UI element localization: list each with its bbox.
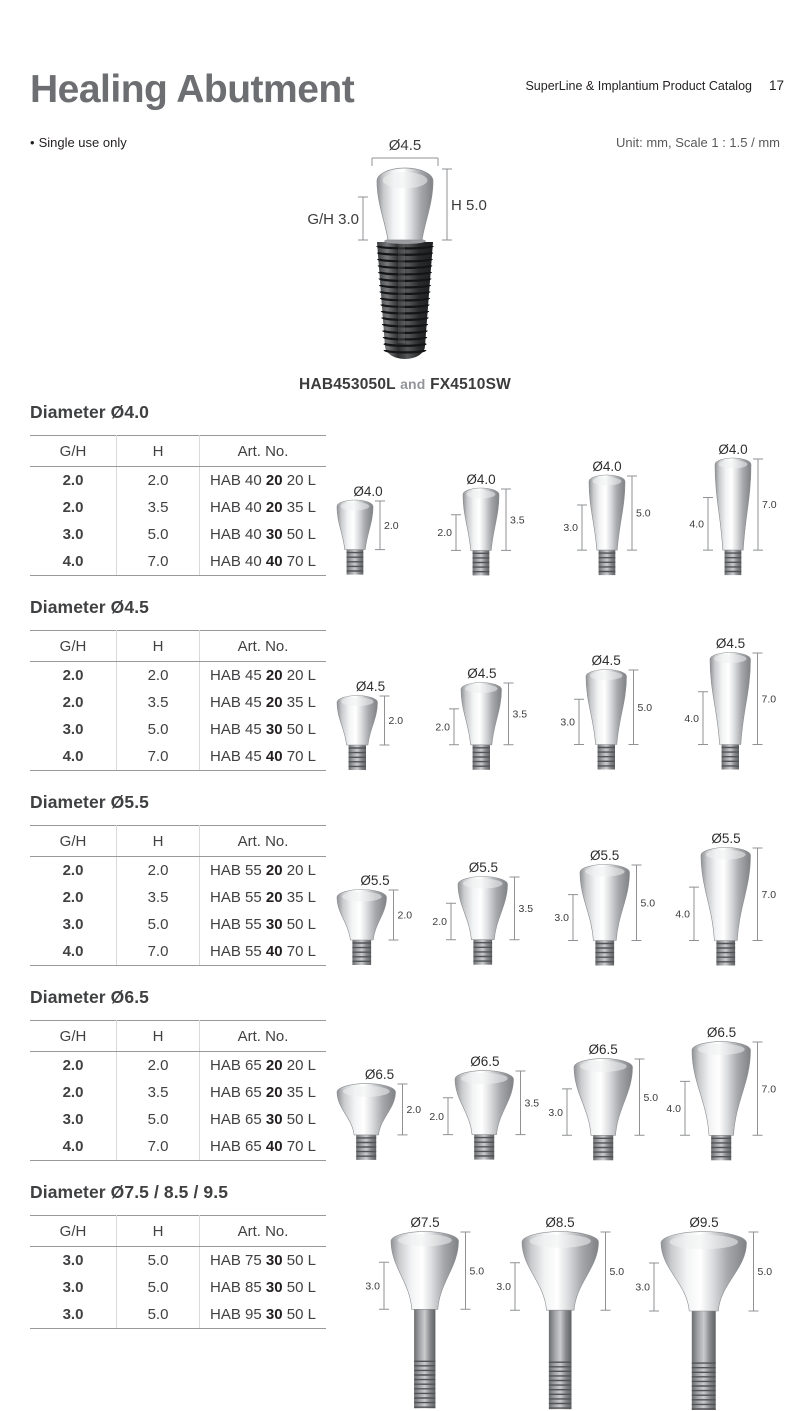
svg-text:7.0: 7.0 [762,499,777,512]
svg-text:4.0: 4.0 [689,518,704,531]
svg-text:5.0: 5.0 [636,507,651,520]
spec-table [30,1215,326,1329]
abutment-diameter-label: Ø4.0 [466,472,496,487]
gh-cell: 2.0 [30,884,117,911]
section-heading: Diameter Ø4.5 [30,597,149,617]
abutment-figure [550,653,663,771]
abutment-diameter-label: Ø5.5 [711,831,741,846]
abutment-figure [327,484,409,576]
abutment-figure [427,472,535,576]
table-column-header: H [117,1216,200,1247]
abutment-diameter-label: Ø4.5 [715,636,746,651]
abutment-figure [355,1215,495,1409]
section-body [30,435,780,576]
gh-cell: 2.0 [30,857,117,885]
art-no-cell: HAB 55 20 35 L [210,889,316,906]
abutment-diameter-label: Ø7.5 [410,1215,440,1230]
table-column-header: G/H [30,1216,117,1247]
gh-cell: 2.0 [30,662,117,690]
svg-text:2.0: 2.0 [432,916,448,929]
abutment-diameter-label: Ø5.5 [590,848,620,863]
gh-cell: 2.0 [30,1052,117,1080]
table-row [30,1247,326,1275]
h-cell: 2.0 [117,1052,200,1080]
abutment-figure [679,442,787,576]
spec-table [30,1020,326,1161]
table-row [30,1274,326,1301]
table-row [30,1133,326,1161]
section-heading: Diameter Ø4.0 [30,402,149,422]
abutment-figure [538,1042,669,1161]
abutment-figure [665,831,787,966]
art-no-cell: HAB 40 30 50 L [210,526,316,543]
table-row [30,911,326,938]
abutment-diameter-label: Ø4.0 [592,459,622,474]
art-no-cell: HAB 65 20 20 L [210,1057,316,1074]
hero-caption [299,376,511,394]
table-column-header: G/H [30,826,117,857]
h-cell: 3.5 [117,494,200,521]
section-body [30,825,780,966]
abutment-diameter-label: Ø6.5 [470,1054,500,1069]
svg-text:7.0: 7.0 [761,888,777,901]
gh-cell: 3.0 [30,911,117,938]
abutment-drawing [327,1083,432,1161]
gh-cell: 3.0 [30,1106,117,1133]
abutment-diameter-label: Ø6.5 [588,1042,618,1057]
h-cell: 7.0 [117,548,200,576]
svg-text:2.0: 2.0 [388,715,404,728]
abutment-figure [625,1215,783,1411]
svg-text:7.0: 7.0 [761,693,777,706]
table-row [30,494,326,521]
product-section [30,402,780,576]
table-column-header: H [117,631,200,662]
table-column-header: H [117,826,200,857]
page-number: 17 [768,78,784,93]
svg-text:2.0: 2.0 [437,527,452,540]
abutment-diameter-label: Ø4.0 [718,442,748,457]
svg-text:5.0: 5.0 [757,1266,773,1279]
art-no-cell: HAB 85 30 50 L [210,1279,316,1296]
section-body [30,630,780,771]
gh-cell: 3.0 [30,1301,117,1329]
section-heading: Diameter Ø5.5 [30,792,149,812]
h-cell: 5.0 [117,1274,200,1301]
sections-container [30,402,780,1411]
gh-cell: 4.0 [30,743,117,771]
art-no-cell: HAB 95 30 50 L [200,1301,327,1329]
abutment-figure [327,679,414,771]
gh-cell: 3.0 [30,1247,117,1275]
abutment-diameter-label: Ø4.0 [353,484,383,499]
h-cell: 7.0 [117,938,200,966]
abutment-drawing [327,695,414,771]
product-section [30,792,780,966]
hero-implant-svg [255,136,555,368]
abutment-drawing [419,1070,550,1161]
abutment-drawing [625,1231,783,1411]
table-column-header: Art. No. [200,436,327,467]
section-body [30,1215,780,1411]
h-cell: 2.0 [117,662,200,690]
art-no-cell: HAB 45 20 35 L [210,694,316,711]
table-row [30,1301,326,1329]
table-column-header: H [117,436,200,467]
h-cell: 2.0 [117,857,200,885]
svg-text:3.0: 3.0 [495,1281,511,1294]
h-cell: 7.0 [117,743,200,771]
svg-text:3.5: 3.5 [512,708,528,721]
svg-text:5.0: 5.0 [469,1265,485,1278]
table-column-header: G/H [30,631,117,662]
hero-caption-and: and [400,376,426,392]
abutment-figure [544,848,666,966]
gh-cell: 4.0 [30,938,117,966]
svg-text:2.0: 2.0 [429,1110,445,1123]
art-no-cell: HAB 55 20 20 L [210,862,316,879]
table-row [30,467,326,495]
gh-cell: 3.0 [30,521,117,548]
svg-text:3.5: 3.5 [518,903,534,915]
art-no-cell: HAB 40 20 35 L [210,499,316,516]
svg-text:5.0: 5.0 [609,1265,624,1278]
table-row [30,716,326,743]
abutment-diameter-label: Ø5.5 [468,860,498,875]
art-no-cell: HAB 45 40 70 L [200,743,327,771]
table-row [30,743,326,771]
single-use-note: • Single use only [30,135,127,150]
table-row [30,1052,326,1080]
art-no-cell: HAB 40 40 70 L [200,548,327,576]
catalog-title: SuperLine & Implantium Product Catalog [525,79,752,93]
art-no-cell: HAB 65 20 35 L [210,1084,316,1101]
art-no-cell: HAB 40 20 20 L [210,472,316,489]
art-no-cell: HAB 65 40 70 L [200,1133,327,1161]
svg-text:3.0: 3.0 [563,522,578,535]
page-title: Healing Abutment [30,68,355,111]
abutment-figure [327,1067,432,1161]
svg-text:3.5: 3.5 [510,514,525,527]
table-row [30,548,326,576]
h-cell: 3.5 [117,689,200,716]
table-column-header: Art. No. [200,1021,327,1052]
h-cell: 2.0 [117,467,200,495]
section-illustrations [326,825,780,966]
svg-text:2.0: 2.0 [384,520,399,532]
h-cell: 3.5 [117,1079,200,1106]
section-body [30,1020,780,1161]
svg-text:2.0: 2.0 [397,909,413,922]
abutment-figure [656,1025,787,1161]
table-row [30,884,326,911]
product-section [30,1182,780,1411]
gh-cell: 2.0 [30,689,117,716]
section-illustrations [326,1215,780,1411]
table-row [30,1079,326,1106]
table-column-header: G/H [30,436,117,467]
abutment-diameter-label: Ø4.5 [591,653,621,668]
gh-cell: 3.0 [30,1274,117,1301]
abutment-diameter-label: Ø4.5 [467,666,497,681]
hero-implant-illustration [255,136,555,373]
abutment-figure [327,873,423,966]
h-cell: 5.0 [117,521,200,548]
svg-text:3.0: 3.0 [365,1280,380,1293]
abutment-diameter-label: Ø4.5 [355,679,386,694]
svg-text:4.0: 4.0 [684,712,699,725]
abutment-drawing [425,682,538,771]
abutment-figure [553,459,661,576]
h-cell: 5.0 [117,1301,200,1329]
svg-text:3.0: 3.0 [554,912,569,925]
page-header [525,78,784,93]
abutment-diameter-label: Ø6.5 [364,1067,395,1082]
h-cell: 5.0 [117,911,200,938]
art-no-cell: HAB 55 40 70 L [200,938,327,966]
abutment-drawing [656,1041,787,1161]
svg-text:5.0: 5.0 [643,1091,658,1104]
svg-text:4.0: 4.0 [675,908,690,921]
table-column-header: H [117,1021,200,1052]
abutment-drawing [327,889,423,966]
h-cell: 5.0 [117,1247,200,1275]
h-cell: 5.0 [117,716,200,743]
svg-text:3.5: 3.5 [524,1097,540,1110]
svg-text:3.0: 3.0 [548,1106,563,1119]
catalog-page [0,70,800,1324]
abutment-drawing [679,458,787,576]
gh-cell: 4.0 [30,1133,117,1161]
table-column-header: Art. No. [200,826,327,857]
hero-figure [30,136,780,394]
table-row [30,689,326,716]
gh-cell: 3.0 [30,716,117,743]
abutment-drawing [553,475,661,576]
abutment-diameter-label: Ø5.5 [360,873,390,888]
h-cell: 3.5 [117,884,200,911]
abutment-diameter-label: Ø6.5 [706,1025,737,1040]
hero-caption-code2: FX4510SW [430,376,511,393]
bullet-icon: • [30,135,35,150]
abutment-figure [422,860,544,966]
abutment-figure [419,1054,550,1161]
art-no-cell: HAB 75 30 50 L [210,1252,316,1269]
abutment-diameter-label: Ø8.5 [545,1215,575,1230]
abutment-drawing [665,847,787,966]
abutment-drawing [355,1231,495,1409]
gh-cell: 2.0 [30,1079,117,1106]
svg-text:G/H 3.0: G/H 3.0 [307,210,359,228]
gh-cell: 2.0 [30,494,117,521]
product-section [30,987,780,1161]
table-row [30,1106,326,1133]
abutment-diameter-label: Ø9.5 [689,1215,719,1230]
gh-cell: 2.0 [30,467,117,495]
table-column-header: G/H [30,1021,117,1052]
table-row [30,857,326,885]
table-column-header: Art. No. [200,631,327,662]
page-content [0,70,800,1411]
section-illustrations [326,1020,780,1161]
art-no-cell: HAB 45 20 20 L [210,667,316,684]
abutment-figure [425,666,538,771]
table-column-header: Art. No. [200,1216,327,1247]
abutment-drawing [550,669,663,771]
abutment-drawing [544,864,666,966]
svg-text:2.0: 2.0 [406,1104,422,1117]
gh-cell: 4.0 [30,548,117,576]
abutment-figure [486,1215,635,1410]
svg-text:7.0: 7.0 [761,1083,777,1096]
section-illustrations [326,630,780,771]
svg-text:H 5.0: H 5.0 [451,196,487,214]
abutment-drawing [327,500,409,576]
h-cell: 7.0 [117,1133,200,1161]
table-row [30,938,326,966]
art-no-cell: HAB 65 30 50 L [210,1111,316,1128]
abutment-figure [674,636,787,771]
abutment-drawing [422,876,544,966]
hero-diameter-label: Ø4.5 [388,137,422,154]
spec-table [30,630,326,771]
section-heading: Diameter Ø6.5 [30,987,149,1007]
unit-scale-note: Unit: mm, Scale 1 : 1.5 / mm [616,135,780,150]
product-section [30,597,780,771]
svg-text:5.0: 5.0 [640,897,655,910]
hero-caption-code1: HAB453050L [299,376,396,393]
h-cell: 5.0 [117,1106,200,1133]
table-row [30,662,326,690]
abutment-drawing [538,1058,669,1161]
svg-text:2.0: 2.0 [435,721,451,734]
svg-text:3.0: 3.0 [560,716,575,729]
svg-text:3.0: 3.0 [635,1281,650,1294]
spec-table [30,825,326,966]
svg-text:4.0: 4.0 [666,1103,681,1116]
art-no-cell: HAB 55 30 50 L [210,916,316,933]
spec-table [30,435,326,576]
abutment-drawing [674,652,787,771]
abutment-drawing [486,1231,635,1410]
svg-text:5.0: 5.0 [637,701,652,714]
table-row [30,521,326,548]
art-no-cell: HAB 45 30 50 L [210,721,316,738]
section-illustrations [326,435,780,576]
section-heading: Diameter Ø7.5 / 8.5 / 9.5 [30,1182,229,1202]
abutment-drawing [427,488,535,576]
